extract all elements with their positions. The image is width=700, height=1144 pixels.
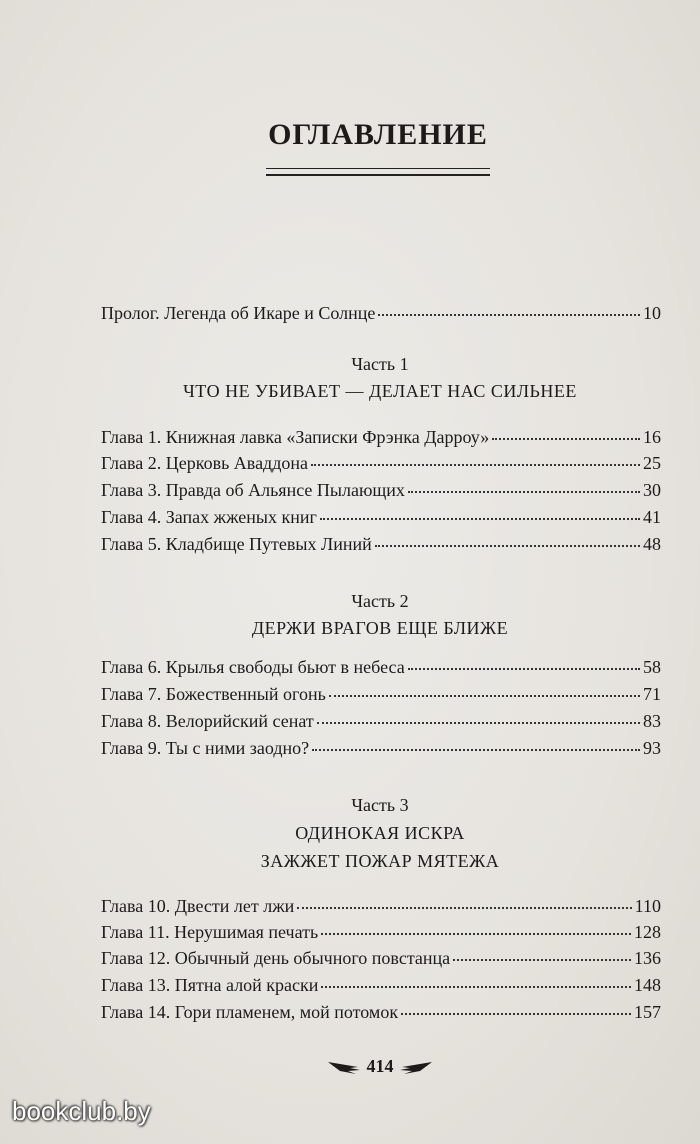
toc-entry-label: Пролог. Легенда об Икаре и Солнце [101,303,376,323]
toc-entry-page: 148 [634,975,661,995]
toc-entry-page: 71 [643,684,661,704]
page-number: 414 [366,1056,394,1076]
page-footer [0,1056,700,1077]
toc-entry-page: 41 [643,507,661,527]
dot-leader [408,490,640,493]
toc-entry-page: 157 [634,1002,661,1022]
toc-entry-label: Глава 6. Крылья свободы бьют в небеса [101,657,405,677]
part-3-title-line-2: ЗАЖЖЕТ ПОЖАР МЯТЕЖА [260,851,500,871]
toc-entry-chapter-12 [101,948,661,974]
toc-entry-chapter-9 [101,738,661,764]
toc-entry-chapter-1 [101,427,661,453]
dot-leader [320,517,640,520]
toc-entry-label: Глава 14. Гори пламенем, мой потомок [101,1002,399,1022]
toc-entry-chapter-5 [101,534,661,560]
toc-entry-chapter-14 [101,1002,661,1028]
toc-entry-label: Глава 4. Запах жженых книг [101,507,317,527]
toc-entry-label: Глава 13. Пятна алой краски [101,975,319,995]
toc-entry-chapter-4 [101,507,661,533]
toc-entry-page: 58 [643,657,661,677]
toc-entry-page: 10 [643,303,661,323]
toc-entry-page: 16 [643,427,661,447]
part-1-number: Часть 1 [351,354,409,374]
right-wing-ornament-icon [398,1059,434,1077]
dot-leader [401,1012,631,1015]
dot-leader [453,958,631,961]
toc-entry-label: Глава 1. Книжная лавка «Записки Фрэнка Дарроу» [101,427,490,447]
toc-entry-label: Глава 9. Ты с ними заодно? [101,738,310,758]
toc-entry-chapter-7 [101,684,661,710]
part-2-title: ДЕРЖИ ВРАГОВ ЕЩЕ БЛИЖЕ [251,618,509,638]
dot-leader [329,694,640,697]
part-3-number: Часть 3 [351,795,409,815]
toc-entry-chapter-10 [101,896,661,922]
dot-leader [492,437,640,440]
toc-entry-chapter-3 [101,480,661,506]
toc-entry-prologue [101,303,661,329]
toc-entry-label: Глава 5. Кладбище Путевых Линий [101,534,372,554]
toc-entry-page: 136 [634,948,661,968]
toc-entry-page: 83 [643,711,661,731]
watermark-text: bookclub.by [12,1096,151,1126]
toc-entry-page: 128 [634,922,661,942]
toc-entry-label: Глава 8. Велорийский сенат [101,711,314,731]
toc-entry-page: 110 [634,896,661,916]
title-underline [266,168,490,176]
toc-entry-page: 48 [643,534,661,554]
toc-entry-page: 25 [643,453,661,473]
toc-entry-label: Глава 11. Нерушимая печать [101,922,319,942]
toc-entry-chapter-2 [101,453,661,479]
toc-entry-label: Глава 2. Церковь Аваддона [101,453,308,473]
dot-leader [408,667,640,670]
dot-leader [378,313,640,316]
left-wing-ornament-icon [326,1059,362,1077]
toc-title: ОГЛАВЛЕНИЕ [268,118,488,151]
dot-leader [311,463,640,466]
dot-leader [297,906,631,909]
toc-entry-chapter-6 [101,657,661,683]
dot-leader [317,721,640,724]
toc-entry-chapter-11 [101,922,661,948]
dot-leader [375,544,640,547]
toc-entry-chapter-13 [101,975,661,1001]
toc-entry-label: Глава 7. Божественный огонь [101,684,326,704]
toc-entry-label: Глава 10. Двести лет лжи [101,896,295,916]
toc-entry-page: 30 [643,480,661,500]
part-2-number: Часть 2 [351,591,409,611]
part-3-title-line-1: ОДИНОКАЯ ИСКРА [295,823,465,843]
part-1-title: ЧТО НЕ УБИВАЕТ — ДЕЛАЕТ НАС СИЛЬНЕЕ [183,381,577,401]
dot-leader [312,748,640,751]
toc-entry-page: 93 [643,738,661,758]
toc-entry-chapter-8 [101,711,661,737]
dot-leader [321,932,631,935]
toc-entry-label: Глава 3. Правда об Альянсе Пылающих [101,480,405,500]
dot-leader [321,985,631,988]
toc-entry-label: Глава 12. Обычный день обычного повстанца [101,948,451,968]
